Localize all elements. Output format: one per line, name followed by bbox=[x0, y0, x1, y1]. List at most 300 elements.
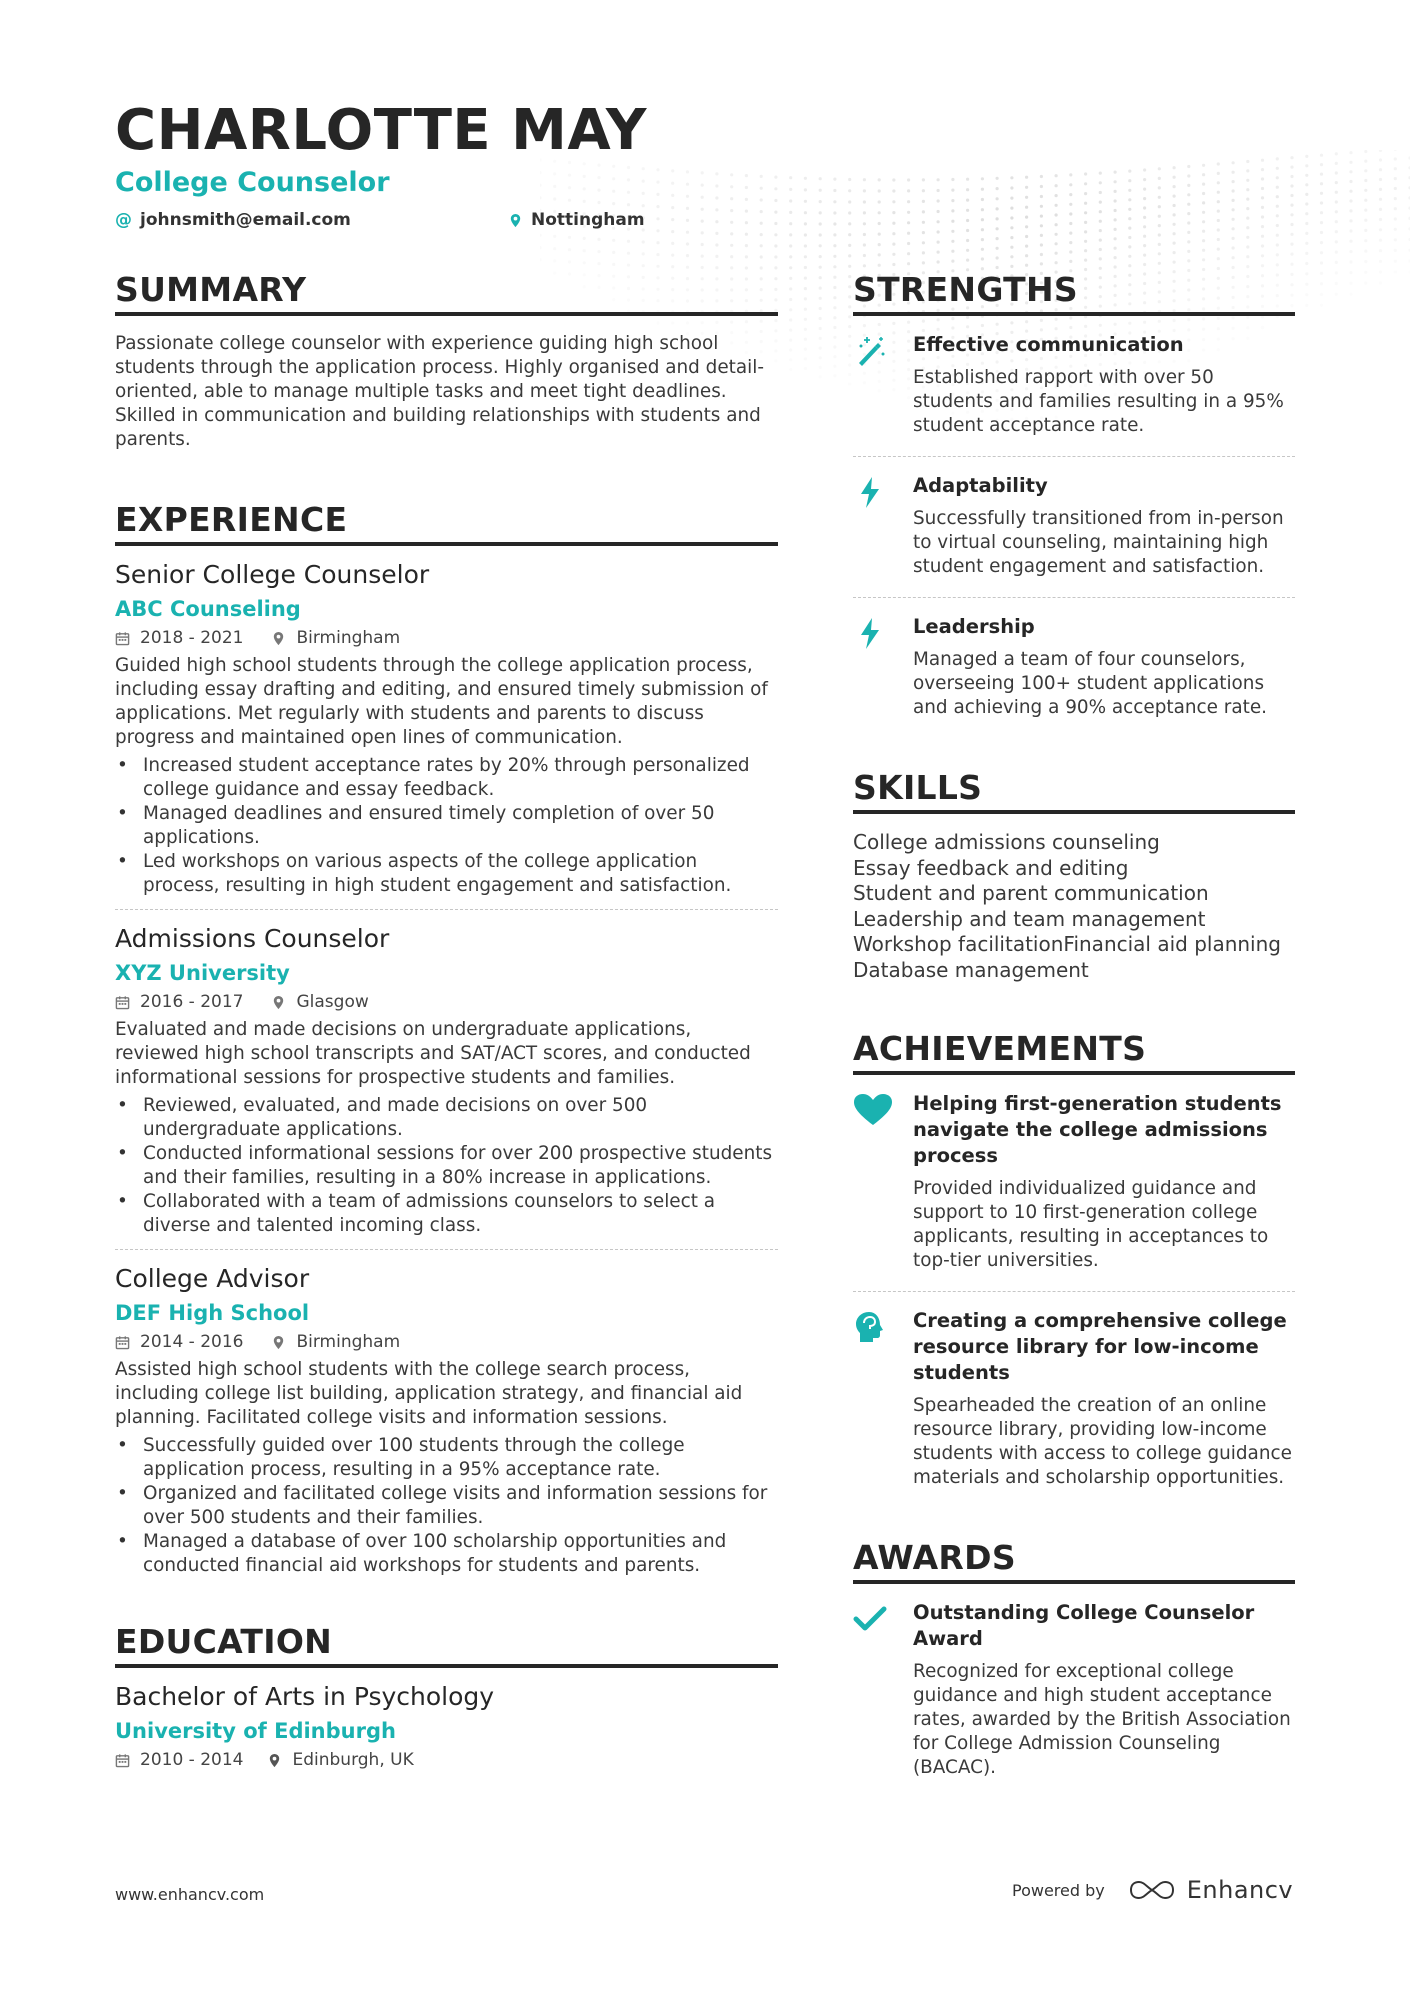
decorative-dot bbox=[996, 187, 999, 190]
decorative-dot bbox=[789, 244, 792, 247]
decorative-dot bbox=[848, 325, 851, 328]
decorative-dot bbox=[1025, 206, 1028, 209]
decorative-dot bbox=[656, 253, 659, 256]
decorative-dot bbox=[1084, 192, 1087, 195]
decorative-dot bbox=[583, 261, 586, 264]
decorative-dot bbox=[1173, 204, 1176, 207]
decorative-dot bbox=[892, 243, 895, 246]
decorative-dot bbox=[1335, 230, 1338, 233]
decorative-dot bbox=[789, 348, 792, 351]
decorative-dot bbox=[1261, 187, 1264, 190]
decorative-dot bbox=[833, 355, 836, 358]
decorative-dot bbox=[789, 298, 792, 301]
decorative-dot bbox=[1276, 205, 1279, 208]
decorative-dot bbox=[1349, 271, 1352, 274]
decorative-dot bbox=[966, 178, 969, 181]
decorative-dot bbox=[1217, 228, 1220, 231]
checkmark-icon bbox=[853, 1602, 887, 1636]
job-location: Birmingham bbox=[296, 628, 401, 648]
decorative-dot bbox=[1335, 293, 1338, 296]
decorative-dot bbox=[981, 248, 984, 251]
decorative-dot bbox=[1187, 231, 1190, 234]
strengths-section bbox=[853, 270, 1295, 720]
decorative-dot bbox=[892, 189, 895, 192]
decorative-dot bbox=[1099, 257, 1102, 260]
decorative-dot bbox=[789, 329, 792, 332]
decorative-dot bbox=[1025, 225, 1028, 228]
decorative-dot bbox=[951, 199, 954, 202]
calendar-icon bbox=[115, 631, 130, 646]
decorative-dot bbox=[1084, 221, 1087, 224]
decorative-dot bbox=[1246, 160, 1249, 163]
decorative-dot bbox=[1040, 253, 1043, 256]
decorative-dot bbox=[981, 257, 984, 260]
decorative-dot bbox=[583, 237, 586, 240]
decorative-dot bbox=[1290, 194, 1293, 197]
decorative-dot bbox=[1335, 282, 1338, 285]
decorative-dot bbox=[1040, 224, 1043, 227]
decorative-dot bbox=[804, 338, 807, 341]
decorative-dot bbox=[981, 188, 984, 191]
decorative-dot bbox=[1364, 282, 1367, 285]
decorative-dot bbox=[804, 255, 807, 258]
decorative-dot bbox=[1246, 245, 1249, 248]
decorative-dot bbox=[1276, 263, 1279, 266]
decorative-dot bbox=[1320, 192, 1323, 195]
skills-list bbox=[853, 830, 1295, 983]
decorative-dot bbox=[1320, 272, 1323, 275]
decorative-dot bbox=[966, 229, 969, 232]
decorative-dot bbox=[1084, 172, 1087, 175]
decorative-dot bbox=[892, 200, 895, 203]
experience-heading: EXPERIENCE bbox=[115, 500, 348, 539]
decorative-dot bbox=[1010, 197, 1013, 200]
strength-item bbox=[853, 614, 1295, 720]
decorative-dot bbox=[1320, 221, 1323, 224]
decorative-dot bbox=[1217, 162, 1220, 165]
decorative-dot bbox=[1025, 216, 1028, 219]
decorative-dot bbox=[1379, 260, 1382, 263]
decorative-dot bbox=[1069, 241, 1072, 244]
enhancv-logo-icon bbox=[1129, 1879, 1175, 1901]
decorative-dot bbox=[996, 247, 999, 250]
decorative-dot bbox=[951, 260, 954, 263]
decorative-dot bbox=[1143, 197, 1146, 200]
decorative-dot bbox=[701, 255, 704, 258]
decorative-dot bbox=[686, 266, 689, 269]
decorative-dot bbox=[1025, 235, 1028, 238]
decorative-dot bbox=[1349, 190, 1352, 193]
decorative-dot bbox=[951, 230, 954, 233]
list-item: • Reviewed, evaluated, and made decisions on over 500 undergraduate applications. bbox=[115, 1094, 778, 1142]
decorative-dot bbox=[833, 255, 836, 258]
decorative-dot bbox=[1261, 244, 1264, 247]
decorative-dot bbox=[1202, 164, 1205, 167]
decorative-dot bbox=[819, 317, 822, 320]
decorative-dot bbox=[1349, 209, 1352, 212]
decorative-dot bbox=[1394, 249, 1397, 252]
decorative-dot bbox=[642, 252, 645, 255]
decorative-dot bbox=[922, 200, 925, 203]
decorative-dot bbox=[1246, 226, 1249, 229]
decorative-dot bbox=[1349, 151, 1352, 154]
decorative-dot bbox=[922, 231, 925, 234]
decorative-dot bbox=[1084, 259, 1087, 262]
decorative-dot bbox=[1114, 228, 1117, 231]
decorative-dot bbox=[553, 247, 556, 250]
decorative-dot bbox=[848, 373, 851, 376]
decorative-dot bbox=[789, 339, 792, 342]
decorative-dot bbox=[1187, 240, 1190, 243]
decorative-dot bbox=[1379, 178, 1382, 181]
job-title: Admissions Counselor bbox=[115, 924, 390, 953]
job-organization: XYZ University bbox=[115, 961, 290, 985]
decorative-dot bbox=[1173, 223, 1176, 226]
decorative-dot bbox=[1364, 160, 1367, 163]
decorative-dot bbox=[1055, 223, 1058, 226]
decorative-dot bbox=[1202, 192, 1205, 195]
job-entry bbox=[115, 1262, 778, 1578]
decorative-dot bbox=[848, 233, 851, 236]
decorative-dot bbox=[1114, 171, 1117, 174]
decorative-dot bbox=[1232, 208, 1235, 211]
decorative-dot bbox=[1217, 210, 1220, 213]
decorative-dot bbox=[1276, 253, 1279, 256]
location-pin-icon bbox=[267, 1753, 282, 1768]
decorative-dot bbox=[996, 256, 999, 259]
location-pin-icon bbox=[271, 631, 286, 646]
decorative-dot bbox=[612, 263, 615, 266]
decorative-dot bbox=[1025, 176, 1028, 179]
decorative-dot bbox=[1364, 271, 1367, 274]
decorative-dot bbox=[863, 189, 866, 192]
decorative-dot bbox=[966, 209, 969, 212]
decorative-dot bbox=[1217, 248, 1220, 251]
strength-title: Effective communication bbox=[913, 333, 1184, 356]
decorative-dot bbox=[540, 258, 542, 261]
decorative-dot bbox=[1128, 217, 1131, 220]
decorative-dot bbox=[1025, 186, 1028, 189]
decorative-dot bbox=[1025, 264, 1028, 267]
decorative-dot bbox=[1099, 191, 1102, 194]
decorative-dot bbox=[863, 222, 866, 225]
decorative-dot bbox=[1143, 188, 1146, 191]
decorative-dot bbox=[1173, 261, 1176, 264]
decorative-dot bbox=[1010, 265, 1013, 268]
skill-item: Essay feedback and editing bbox=[853, 855, 1129, 880]
decorative-dot bbox=[1143, 225, 1146, 228]
decorative-dot bbox=[789, 318, 792, 321]
list-item: • Conducted informational sessions for over 200 prospective students and their families, resulting in a 80% increase in applications. bbox=[115, 1142, 778, 1190]
decorative-dot bbox=[1394, 238, 1397, 241]
decorative-dot bbox=[1276, 234, 1279, 237]
decorative-dot bbox=[730, 255, 733, 258]
decorative-dot bbox=[553, 235, 556, 238]
decorative-dot bbox=[907, 211, 910, 214]
job-meta bbox=[115, 1328, 778, 1356]
section-divider bbox=[853, 1580, 1295, 1584]
decorative-dot bbox=[863, 211, 866, 214]
decorative-dot bbox=[878, 253, 881, 256]
decorative-dot bbox=[981, 208, 984, 211]
decorative-dot bbox=[1276, 224, 1279, 227]
decorative-dot bbox=[1114, 218, 1117, 221]
decorative-dot bbox=[1379, 158, 1382, 161]
decorative-dot bbox=[1232, 161, 1235, 164]
decorative-dot bbox=[1202, 173, 1205, 176]
decorative-dot bbox=[627, 240, 630, 243]
decorative-dot bbox=[1290, 175, 1293, 178]
decorative-dot bbox=[1335, 210, 1338, 213]
decorative-dot bbox=[1290, 223, 1293, 226]
decorative-dot bbox=[833, 276, 836, 279]
decorative-dot bbox=[878, 222, 881, 225]
decorative-dot bbox=[1379, 218, 1382, 221]
decorative-dot bbox=[1305, 164, 1308, 167]
decorative-dot bbox=[1364, 179, 1367, 182]
decorative-dot bbox=[1055, 233, 1058, 236]
decorative-dot bbox=[1246, 255, 1249, 258]
skill-item: College admissions counseling bbox=[853, 830, 1160, 854]
decorative-dot bbox=[1320, 304, 1323, 307]
summary-text: Passionate college counselor with experience guiding high school students through the application process. Highly organised and detail-oriented, able to manage multiple tasks and meet tight deadlines. Skilled in communication and building relationships with students and parents. bbox=[115, 333, 765, 450]
decorative-dot bbox=[553, 259, 556, 262]
achievement-description: Spearheaded the creation of an online resource library, providing low-income students with access to college guidance materials and scholarship opportunities. bbox=[913, 1395, 1292, 1488]
decorative-dot bbox=[1202, 258, 1205, 261]
decorative-dot bbox=[804, 308, 807, 311]
decorative-dot bbox=[1290, 213, 1293, 216]
decorative-dot bbox=[1261, 225, 1264, 228]
candidate-title: College Counselor bbox=[115, 167, 390, 198]
decorative-dot bbox=[1394, 228, 1397, 231]
decorative-dot bbox=[996, 227, 999, 230]
awards-heading: AWARDS bbox=[853, 1538, 1016, 1577]
decorative-dot bbox=[1232, 227, 1235, 230]
decorative-dot bbox=[1187, 174, 1190, 177]
decorative-dot bbox=[1305, 232, 1308, 235]
decorative-dot bbox=[819, 375, 822, 378]
decorative-dot bbox=[804, 367, 807, 370]
decorative-dot bbox=[1261, 177, 1264, 180]
decorative-dot bbox=[937, 251, 940, 254]
decorative-dot bbox=[642, 240, 645, 243]
achievements-heading: ACHIEVEMENTS bbox=[853, 1029, 1147, 1068]
decorative-dot bbox=[1290, 166, 1293, 169]
decorative-dot bbox=[966, 239, 969, 242]
decorative-dot bbox=[848, 354, 851, 357]
decorative-dot bbox=[1173, 232, 1176, 235]
strength-title: Adaptability bbox=[913, 474, 1048, 497]
achievement-item bbox=[853, 1091, 1295, 1273]
decorative-dot bbox=[1364, 219, 1367, 222]
decorative-dot bbox=[1320, 154, 1323, 157]
skill-item: Database management bbox=[853, 957, 1089, 982]
job-entry bbox=[115, 922, 778, 1238]
decorative-dot bbox=[1128, 198, 1131, 201]
decorative-dot bbox=[819, 276, 822, 279]
decorative-dot bbox=[981, 228, 984, 231]
decorative-dot bbox=[819, 189, 822, 192]
decorative-dot bbox=[1143, 244, 1146, 247]
decorative-dot bbox=[730, 244, 733, 247]
decorative-dot bbox=[1364, 189, 1367, 192]
skill-item: Student and parent communication bbox=[853, 881, 1209, 905]
experience-section bbox=[115, 500, 778, 1578]
decorative-dot bbox=[1379, 239, 1382, 242]
section-divider bbox=[115, 312, 778, 316]
decorative-dot bbox=[1246, 207, 1249, 210]
decorative-dot bbox=[1187, 221, 1190, 224]
location-pin-icon bbox=[271, 1335, 286, 1350]
decorative-dot bbox=[1040, 243, 1043, 246]
decorative-dot bbox=[1055, 213, 1058, 216]
decorative-dot bbox=[848, 200, 851, 203]
decorative-dot bbox=[878, 189, 881, 192]
location-text: Nottingham bbox=[531, 210, 645, 230]
decorative-dot bbox=[715, 243, 718, 246]
decorative-dot bbox=[996, 237, 999, 240]
decorative-dot bbox=[1055, 252, 1058, 255]
decorative-dot bbox=[1143, 216, 1146, 219]
decorative-dot bbox=[951, 250, 954, 253]
decorative-dot bbox=[1276, 157, 1279, 160]
decorative-dot bbox=[1379, 281, 1382, 284]
decorative-dot bbox=[892, 178, 895, 181]
decorative-dot bbox=[878, 243, 881, 246]
decorative-dot bbox=[833, 211, 836, 214]
decorative-dot bbox=[1320, 241, 1323, 244]
decorative-dot bbox=[819, 347, 822, 350]
decorative-dot bbox=[1202, 249, 1205, 252]
decorative-dot bbox=[1276, 243, 1279, 246]
decorative-dot bbox=[1128, 227, 1131, 230]
decorative-dot bbox=[1084, 249, 1087, 252]
decorative-dot bbox=[1394, 167, 1397, 170]
decorative-dot bbox=[1055, 194, 1058, 197]
decorative-dot bbox=[819, 177, 822, 180]
decorative-dot bbox=[1335, 271, 1338, 274]
decorative-dot bbox=[1099, 172, 1102, 175]
decorative-dot bbox=[833, 265, 836, 268]
decorative-dot bbox=[1394, 217, 1397, 220]
decorative-dot bbox=[1158, 215, 1161, 218]
decorative-dot bbox=[833, 178, 836, 181]
achievements-section bbox=[853, 1029, 1295, 1490]
decorative-dot bbox=[848, 363, 851, 366]
decorative-dot bbox=[760, 244, 763, 247]
enhancv-brand-text: Enhancv bbox=[1186, 1876, 1294, 1904]
decorative-dot bbox=[819, 211, 822, 214]
achievement-title: Creating a comprehensive college resource library for low-income students bbox=[913, 1309, 1287, 1384]
decorative-dot bbox=[937, 241, 940, 244]
decorative-dot bbox=[1055, 242, 1058, 245]
enhancv-logo[interactable] bbox=[1129, 1876, 1293, 1904]
decorative-dot bbox=[1010, 226, 1013, 229]
footer-website[interactable]: www.enhancv.com bbox=[115, 1885, 265, 1904]
decorative-dot bbox=[907, 252, 910, 255]
degree-title: Bachelor of Arts in Psychology bbox=[115, 1682, 495, 1711]
decorative-dot bbox=[1276, 176, 1279, 179]
decorative-dot bbox=[833, 296, 836, 299]
decorative-dot bbox=[907, 178, 910, 181]
decorative-dot bbox=[642, 264, 645, 267]
decorative-dot bbox=[848, 189, 851, 192]
decorative-dot bbox=[745, 244, 748, 247]
decorative-dot bbox=[1394, 177, 1397, 180]
decorative-dot bbox=[1010, 246, 1013, 249]
decorative-dot bbox=[1349, 293, 1352, 296]
decorative-dot bbox=[804, 348, 807, 351]
decorative-dot bbox=[1232, 246, 1235, 249]
location-pin-icon bbox=[271, 995, 286, 1010]
decorative-dot bbox=[627, 252, 630, 255]
decorative-dot bbox=[1290, 263, 1293, 266]
email-contact[interactable] bbox=[115, 210, 351, 230]
decorative-dot bbox=[848, 335, 851, 338]
decorative-dot bbox=[1276, 195, 1279, 198]
decorative-dot bbox=[951, 209, 954, 212]
decorative-dot bbox=[848, 211, 851, 214]
decorative-dot bbox=[1173, 176, 1176, 179]
decorative-dot bbox=[848, 305, 851, 308]
decorative-dot bbox=[789, 368, 792, 371]
decorative-dot bbox=[745, 255, 748, 258]
dashed-divider bbox=[853, 456, 1295, 457]
decorative-dot bbox=[1276, 167, 1279, 170]
section-divider bbox=[853, 1071, 1295, 1075]
decorative-dot bbox=[1217, 219, 1220, 222]
decorative-dot bbox=[951, 178, 954, 181]
calendar-icon bbox=[115, 1335, 130, 1350]
job-description: Assisted high school students with the college search process, including college list building, application strategy, and financial aid planning. Facilitated college visits and information sessions. bbox=[115, 1359, 743, 1428]
decorative-dot bbox=[1114, 247, 1117, 250]
decorative-dot bbox=[1335, 162, 1338, 165]
decorative-dot bbox=[996, 217, 999, 220]
decorative-dot bbox=[819, 244, 822, 247]
strength-title: Leadership bbox=[913, 615, 1035, 638]
decorative-dot bbox=[1099, 201, 1102, 204]
decorative-dot bbox=[1305, 183, 1308, 186]
decorative-dot bbox=[863, 200, 866, 203]
decorative-dot bbox=[1158, 262, 1161, 265]
decorative-dot bbox=[951, 240, 954, 243]
candidate-name: CHARLOTTE MAY bbox=[115, 98, 647, 163]
decorative-dot bbox=[1217, 181, 1220, 184]
education-section bbox=[115, 1622, 778, 1774]
strength-description: Established rapport with over 50 students and families resulting in a 95% student acceptance rate. bbox=[913, 367, 1284, 436]
decorative-dot bbox=[1128, 255, 1131, 258]
decorative-dot bbox=[966, 188, 969, 191]
decorative-dot bbox=[1305, 272, 1308, 275]
decorative-dot bbox=[819, 222, 822, 225]
decorative-dot bbox=[1276, 186, 1279, 189]
decorative-dot bbox=[804, 277, 807, 280]
decorative-dot bbox=[1040, 185, 1043, 188]
decorative-dot bbox=[863, 178, 866, 181]
decorative-dot bbox=[848, 254, 851, 257]
decorative-dot bbox=[597, 262, 600, 265]
skills-heading: SKILLS bbox=[853, 768, 983, 807]
job-location: Glasgow bbox=[296, 992, 369, 1012]
decorative-dot bbox=[804, 297, 807, 300]
job-bullets bbox=[115, 1094, 778, 1238]
decorative-dot bbox=[1055, 204, 1058, 207]
job-organization: DEF High School bbox=[115, 1301, 310, 1325]
decorative-dot bbox=[1114, 265, 1117, 268]
decorative-dot bbox=[848, 344, 851, 347]
decorative-dot bbox=[1379, 249, 1382, 252]
decorative-dot bbox=[1349, 161, 1352, 164]
